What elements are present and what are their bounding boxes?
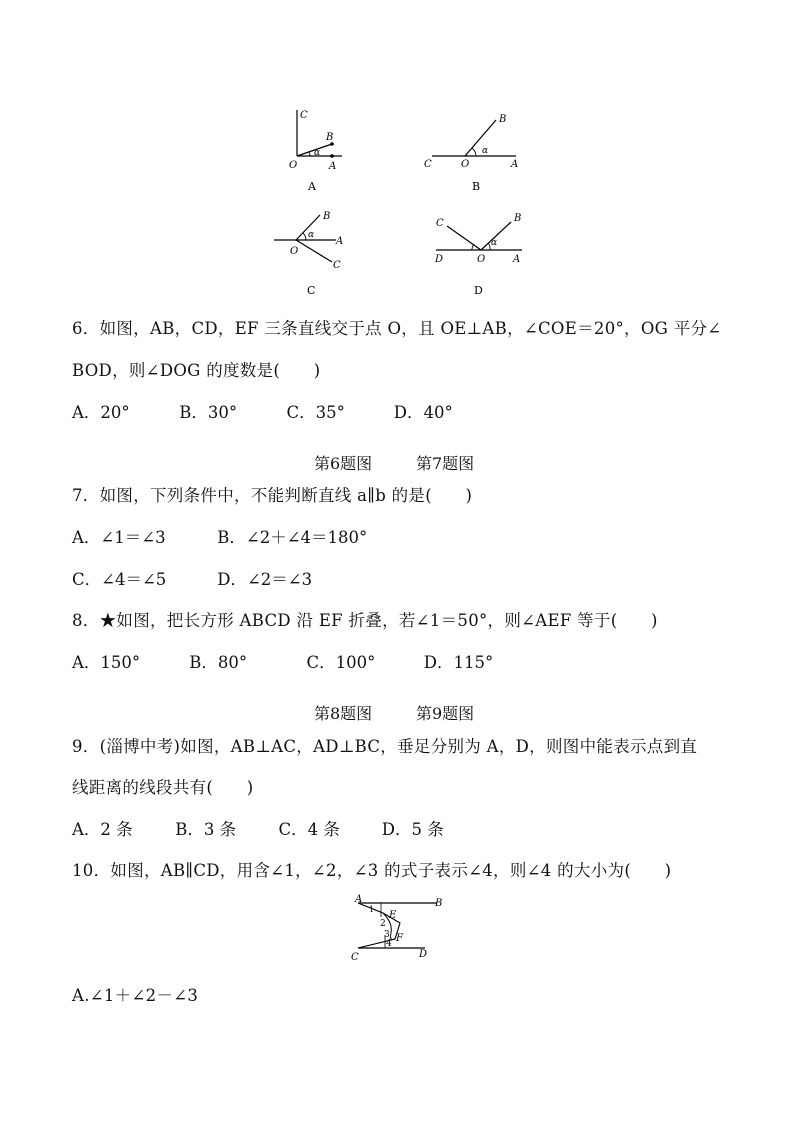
figure-a-caption: A	[308, 180, 316, 193]
figure-d-caption: D	[474, 284, 483, 297]
q8-option-b[interactable]: B．80°	[189, 653, 248, 672]
label-a: A	[336, 236, 344, 247]
q6-options	[72, 399, 453, 423]
q8-option-c[interactable]: C．100°	[306, 653, 376, 672]
angle-1: 1	[369, 905, 375, 914]
q6-option-d[interactable]: D．40°	[393, 403, 453, 422]
q7-option-b[interactable]: B．∠2＋∠4＝180°	[217, 528, 368, 547]
q7-text-line1: 7．如图，下列条件中，不能判断直线 a∥b 的是( )	[72, 486, 473, 505]
label-e: E	[389, 910, 397, 921]
label-a: A	[355, 894, 363, 905]
label-b: B	[435, 898, 443, 909]
q9-option-d[interactable]: D．5 条	[381, 820, 444, 839]
figure8-caption: 第8题图	[314, 704, 373, 723]
angle-3: 3	[384, 930, 390, 940]
q6-option-c[interactable]: C．35°	[286, 403, 345, 422]
label-o: O	[477, 254, 486, 265]
angle-4: 4	[386, 939, 392, 949]
angle-2: 2	[380, 919, 386, 929]
q6-text-line1: 6．如图，AB，CD，EF 三条直线交于点 O，且 OE⊥AB，∠COE＝20°，OG 平分∠	[72, 319, 722, 338]
q10-figure	[345, 893, 450, 963]
q7-options-row2	[72, 566, 312, 590]
label-c: C	[300, 110, 308, 121]
label-a: A	[329, 161, 337, 172]
q7-options-row1	[72, 524, 367, 548]
figure-c	[274, 211, 343, 297]
q7-option-d[interactable]: D．∠2＝∠3	[217, 570, 313, 589]
label-c: C	[351, 952, 359, 963]
q10-text-line1: 10．如图，AB∥CD，用含∠1，∠2，∠3 的式子表示∠4，则∠4 的大小为( )	[72, 861, 672, 880]
q9-option-b[interactable]: B．3 条	[175, 820, 237, 839]
q8-text-line1: 8．★如图，把长方形 ABCD 沿 EF 折叠，若∠1＝50°，则∠AEF 等于( )	[72, 611, 658, 630]
q5-figures	[260, 98, 560, 303]
label-f: F	[396, 933, 403, 944]
q9-option-c[interactable]: C．4 条	[278, 820, 340, 839]
label-o: O	[290, 246, 299, 257]
label-a: A	[511, 159, 519, 170]
figure-b-caption: B	[472, 180, 481, 193]
label-alpha: α	[482, 146, 489, 156]
q9-text-line1: 9．(淄博中考)如图，AB⊥AC，AD⊥BC，垂足分别为 A，D，则图中能表示点到直	[72, 737, 698, 756]
figure9-caption: 第9题图	[416, 704, 475, 723]
q8-option-d[interactable]: D．115°	[423, 653, 494, 672]
label-c: C	[333, 260, 341, 271]
figure6-caption: 第6题图	[314, 454, 373, 473]
label-b: B	[323, 211, 331, 222]
q10-answer-option-a[interactable]: A.∠1＋∠2－∠3	[72, 986, 199, 1005]
label-c: C	[436, 218, 444, 229]
figure-a	[289, 110, 342, 193]
figure-c-caption: C	[307, 284, 316, 297]
label-b: B	[326, 132, 334, 143]
label-b: B	[514, 213, 522, 224]
label-b: B	[499, 114, 507, 125]
figure-d	[434, 213, 522, 297]
label-o: O	[461, 159, 470, 170]
q7-option-c[interactable]: C．∠4＝∠5	[72, 570, 167, 589]
label-a: A	[513, 254, 521, 265]
q8-options	[72, 649, 493, 673]
label-alpha: α	[491, 238, 498, 248]
label-c: C	[424, 159, 432, 170]
label-alpha: α	[314, 148, 321, 158]
label-d: D	[435, 254, 444, 265]
q6-option-b[interactable]: B．30°	[179, 403, 238, 422]
figure-b	[424, 114, 518, 193]
q9-options	[72, 816, 444, 840]
label-d: D	[419, 949, 428, 960]
q6-option-a[interactable]: A．20°	[72, 403, 130, 422]
q9-option-a[interactable]: A．2 条	[72, 820, 133, 839]
figure7-caption: 第7题图	[416, 454, 475, 473]
q6-text-line2: BOD，则∠DOG 的度数是( )	[72, 361, 321, 380]
label-alpha: α	[308, 230, 315, 240]
q8-option-a[interactable]: A．150°	[72, 653, 141, 672]
q9-text-line2: 线距离的线段共有( )	[72, 778, 254, 797]
q7-option-a[interactable]: A．∠1＝∠3	[72, 528, 166, 547]
label-o: O	[289, 160, 298, 171]
